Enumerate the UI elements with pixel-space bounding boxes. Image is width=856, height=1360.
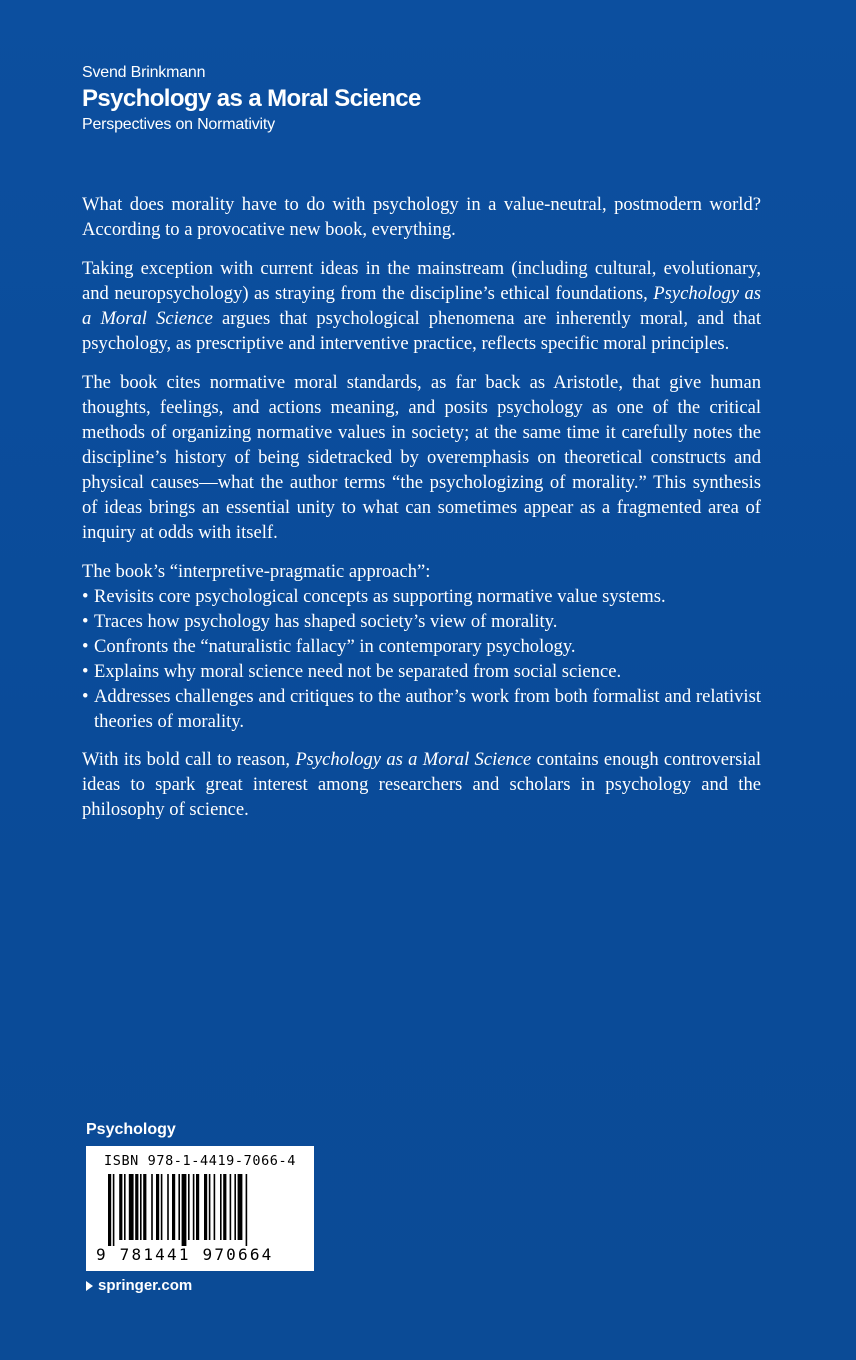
- blurb-paragraph-5: [82, 747, 761, 822]
- barcode-bar: [143, 1174, 146, 1240]
- barcode-bar: [246, 1174, 248, 1246]
- feature-list: [82, 584, 761, 734]
- blurb-paragraph-5-text-b: contains enough controversial ideas to spark great interest among researchers and scholars in psychology and the philosophy of science.: [82, 749, 761, 820]
- barcode-bar: [188, 1174, 190, 1240]
- subject-category: Psychology: [86, 1121, 176, 1138]
- barcode-bar: [119, 1174, 122, 1240]
- bullet-icon: •: [82, 586, 89, 607]
- list-intro: The book’s “interpretive-pragmatic approach”:: [82, 561, 431, 582]
- bullet-icon: •: [82, 611, 89, 632]
- list-item: [82, 634, 761, 659]
- barcode-bar: [172, 1174, 175, 1240]
- publisher-url: springer.com: [98, 1277, 193, 1294]
- barcode-bar: [223, 1174, 226, 1240]
- blurb-paragraph-2: [82, 256, 761, 356]
- barcode-bar: [209, 1174, 211, 1240]
- barcode-bar: [178, 1174, 180, 1240]
- arrow-right-icon: [86, 1281, 93, 1291]
- barcode-bar: [161, 1174, 163, 1240]
- list-item-text: Addresses challenges and critiques to the author’s work from both formalist and relativist theories of morality.: [94, 686, 761, 732]
- barcode-bar: [151, 1174, 153, 1240]
- list-item-text: Traces how psychology has shaped society’s view of morality.: [94, 611, 558, 632]
- blurb-paragraph-3: The book cites normative moral standards, as far back as Aristotle, that give human thoughts, feelings, and actions meaning, and posits psychology as one of the critical methods of organizing normative values in society; at the same time it carefully notes the discipline’s history of being sidetracked by overemphasis on theoretical constructs and physical causes—what the author terms “the psychologizing of morality.” This synthesis of ideas brings an essential unity to what can sometimes appear as a fragmented area of inquiry at odds with itself.: [82, 372, 761, 543]
- list-item: [82, 609, 761, 634]
- blurb-paragraph-5-book-title: Psychology as a Moral Science: [295, 749, 532, 770]
- barcode-bar: [167, 1174, 169, 1240]
- blurb-paragraph-2-book-title: Psychology as a Moral Science: [82, 283, 762, 329]
- blurb-paragraph-2-text-b: argues that psychological phenomena are inherently moral, and that psychology, as prescriptive and interventive practice, reflects specific moral principles.: [82, 308, 761, 354]
- barcode-bar: [124, 1174, 126, 1240]
- barcode-bar: [193, 1174, 195, 1240]
- ean-digits: 9 781441 970664: [96, 1245, 274, 1264]
- barcode-bar: [108, 1174, 111, 1246]
- barcode-bar: [182, 1174, 187, 1246]
- book-subtitle: Perspectives on Normativity: [82, 116, 275, 133]
- barcode-bar: [204, 1174, 207, 1240]
- barcode-bar: [156, 1174, 159, 1240]
- isbn-barcode: [86, 1146, 314, 1271]
- publisher-link[interactable]: [86, 1276, 192, 1296]
- bullet-icon: •: [82, 636, 89, 657]
- bullet-icon: •: [82, 686, 89, 707]
- list-item: [82, 659, 761, 684]
- book-header: [82, 62, 762, 136]
- blurb-paragraph-5-text-a: With its bold call to reason,: [82, 749, 296, 770]
- list-item-text: Confronts the “naturalistic fallacy” in contemporary psychology.: [94, 636, 576, 657]
- author-name: Svend Brinkmann: [82, 64, 206, 81]
- list-item: [82, 584, 761, 609]
- barcode-bar: [113, 1174, 115, 1246]
- barcode-bar: [196, 1174, 199, 1240]
- list-item-text: Explains why moral science need not be separated from social science.: [94, 661, 622, 682]
- barcode-bar: [238, 1174, 243, 1240]
- barcode-bar: [129, 1174, 134, 1240]
- barcode-bars: [108, 1174, 298, 1246]
- blurb-paragraph-2-text-a: Taking exception with current ideas in the mainstream (including cultural, evolutionary, and neuropsychology) as straying from the discipline’s ethical foundations,: [82, 258, 761, 304]
- book-title: Psychology as a Moral Science: [82, 85, 421, 112]
- barcode-bar: [220, 1174, 222, 1240]
- bullet-icon: •: [82, 661, 89, 682]
- blurb-paragraph-1: What does morality have to do with psychology in a value-neutral, postmodern world? According to a provocative new book, everything.: [82, 194, 761, 240]
- barcode-bar: [230, 1174, 232, 1240]
- blurb: [82, 192, 761, 836]
- list-item-text: Revisits core psychological concepts as supporting normative value systems.: [94, 586, 666, 607]
- list-item: [82, 684, 761, 734]
- barcode-bar: [234, 1174, 236, 1240]
- isbn-number: ISBN 978-1-4419-7066-4: [103, 1153, 296, 1169]
- barcode-bar: [135, 1174, 138, 1240]
- barcode-bar: [214, 1174, 216, 1240]
- barcode-bar: [140, 1174, 142, 1240]
